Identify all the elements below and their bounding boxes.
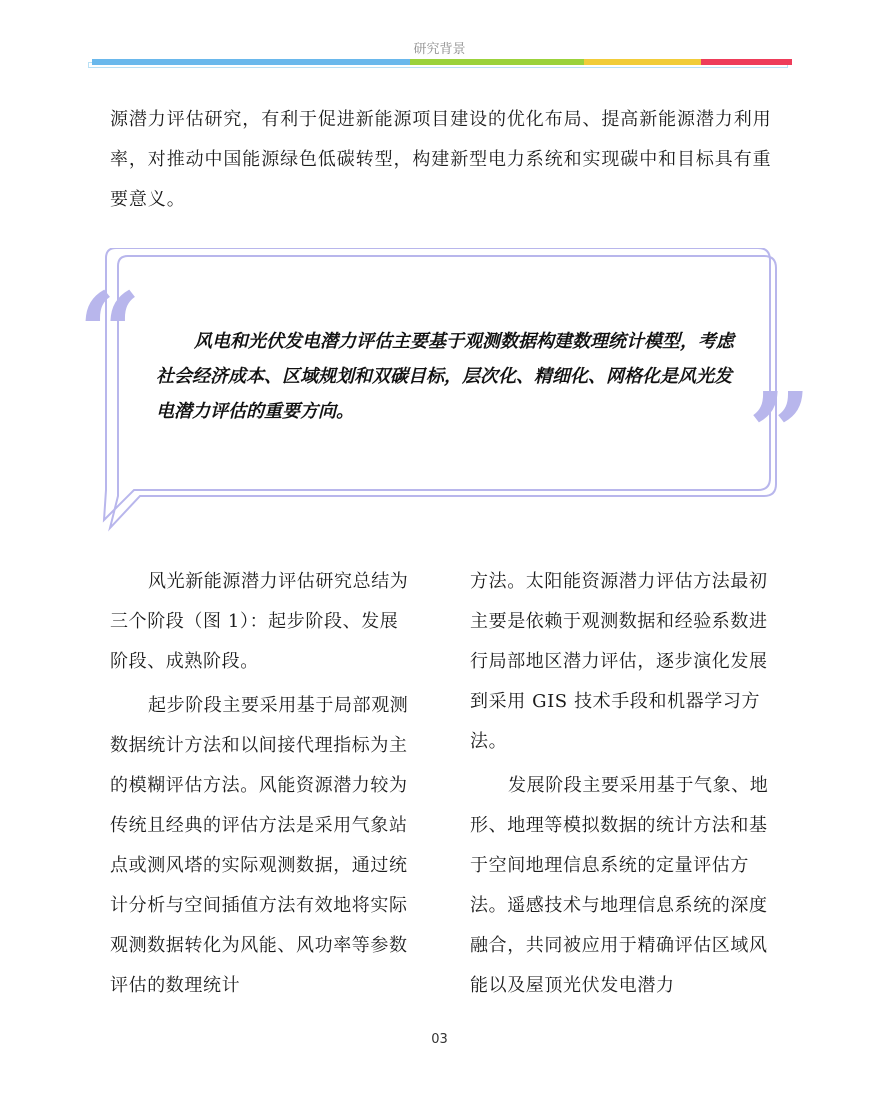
pull-quote-text: 风电和光伏发电潜力评估主要基于观测数据构建数理统计模型，考虑社会经济成本、区域规划和双碳目标，层次化、精细化、网格化是风光发电潜力评估的重要方向。 [156,331,734,422]
right-paragraph-1: 方法。太阳能资源潜力评估方法最初主要是依赖于观测数据和经验系数进行局部地区潜力评估，逐步演化发展到采用 GIS 技术手段和机器学习方法。 [470,571,768,752]
page-number: 03 [431,1032,448,1047]
open-quote-icon: “ [78,268,142,397]
rule-segment-green [410,59,584,65]
intro-text: 源潜力评估研究，有利于促进新能源项目建设的优化布局、提高新能源潜力利用率，对推动中国能源绿色低碳转型，构建新型电力系统和实现碳中和目标具有重要意义。 [110,109,772,210]
left-paragraph-2: 起步阶段主要采用基于局部观测数据统计方法和以间接代理指标为主的模糊评估方法。风能资源潜力较为传统且经典的评估方法是采用气象站点或测风塔的实际观测数据，通过统计分析与空间插值方法有效地将实际观测数据转化为风能、风功率等参数评估的数理统计 [110,695,409,996]
rule-segment-blue [92,59,410,65]
intro-paragraph [110,100,786,220]
body-column-right [470,562,772,1010]
close-quote-icon: ” [748,368,812,497]
header-color-rule [92,59,792,65]
body-column-left [110,562,412,1010]
right-paragraph-2: 发展阶段主要采用基于气象、地形、地理等模拟数据的统计方法和基于空间地理信息系统的定量评估方法。遥感技术与地理信息系统的深度融合，共同被应用于精确评估区域风能以及屋顶光伏发电潜力 [470,775,769,996]
left-paragraph-1: 风光新能源潜力评估研究总结为三个阶段（图 1）：起步阶段、发展阶段、成熟阶段。 [110,571,409,672]
running-header: 研究背景 [413,42,466,57]
rule-segment-yellow [584,59,701,65]
pull-quote [156,324,746,429]
rule-segment-red [701,59,792,65]
